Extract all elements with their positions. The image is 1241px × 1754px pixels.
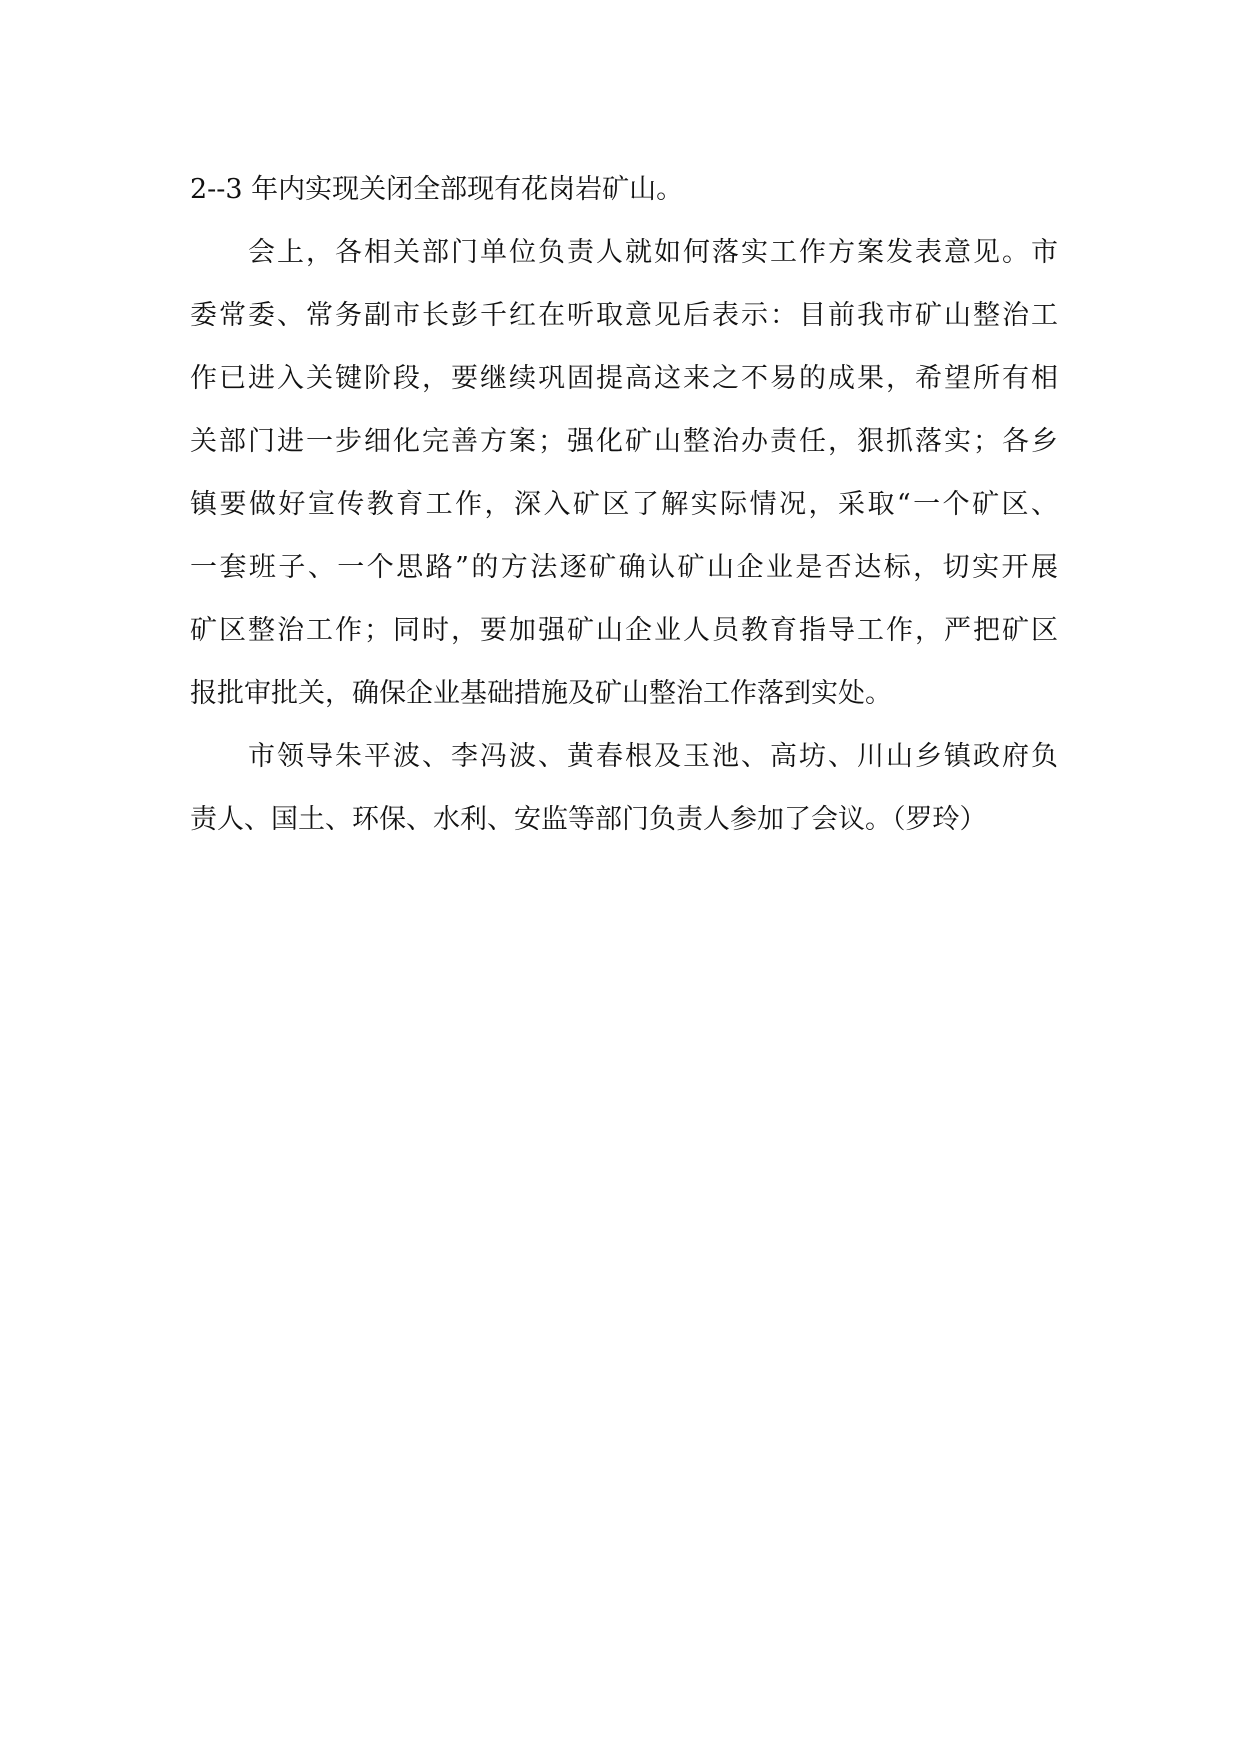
text-line: 会上，各相关部门单位负责人就如何落实工作方案发表意见。市 <box>248 237 1058 268</box>
text-line: 报批审批关，确保企业基础措施及矿山整治工作落到实处。 <box>190 678 892 709</box>
text-line: 一套班子、一个思路”的方法逐矿确认矿山企业是否达标，切实开展 <box>190 552 1058 583</box>
paragraph-attendees <box>190 725 1058 851</box>
text-line: 委常委、常务副市长彭千红在听取意见后表示：目前我市矿山整治工 <box>190 300 1058 331</box>
paragraph-meeting-remarks <box>190 221 1058 725</box>
text-line: 2--3 年内实现关闭全部现有花岗岩矿山。 <box>190 174 684 205</box>
text-line: 矿区整治工作；同时，要加强矿山企业人员教育指导工作，严把矿区 <box>190 615 1058 646</box>
document-body <box>190 158 1058 851</box>
paragraph-closure-target <box>190 158 1058 221</box>
text-line: 镇要做好宣传教育工作，深入矿区了解实际情况，采取“一个矿区、 <box>190 489 1058 520</box>
text-line: 作已进入关键阶段，要继续巩固提高这来之不易的成果，希望所有相 <box>190 363 1058 394</box>
text-line: 市领导朱平波、李冯波、黄春根及玉池、高坊、川山乡镇政府负 <box>248 741 1058 772</box>
text-line: 关部门进一步细化完善方案；强化矿山整治办责任，狠抓落实；各乡 <box>190 426 1058 457</box>
text-line: 责人、国土、环保、水利、安监等部门负责人参加了会议。（罗玲） <box>190 804 987 835</box>
